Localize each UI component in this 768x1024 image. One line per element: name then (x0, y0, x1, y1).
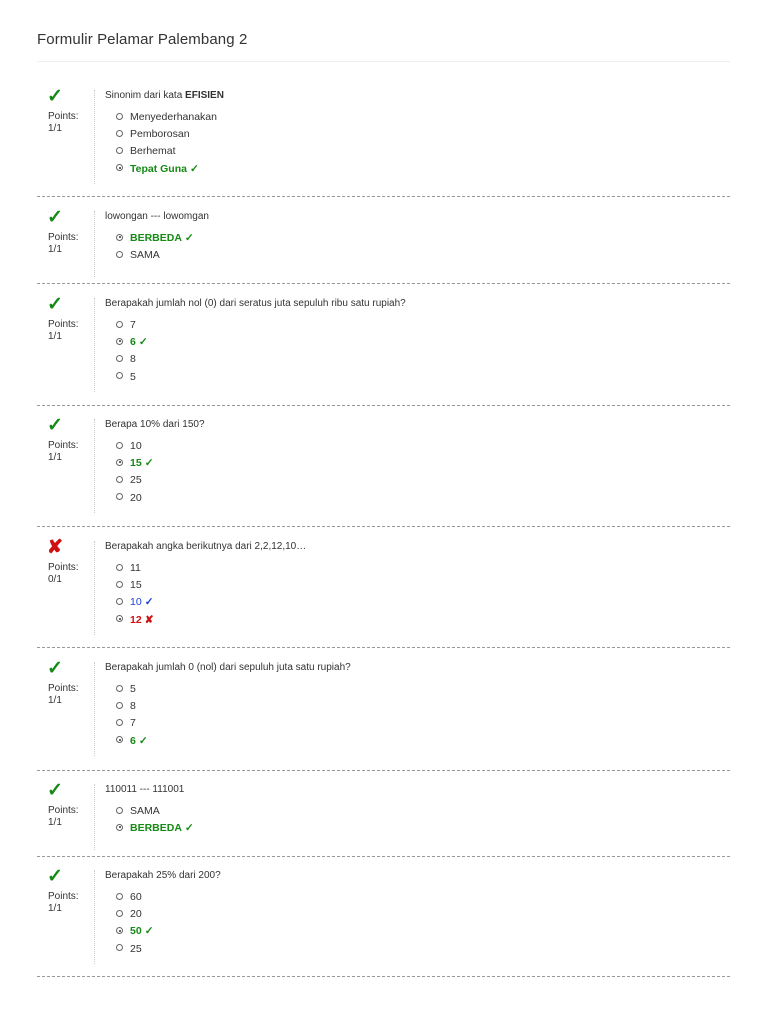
question-text (105, 662, 351, 674)
points-score (48, 111, 79, 135)
points-label: Points: (48, 319, 79, 330)
answer-option[interactable] (116, 318, 148, 335)
points-value: 1/1 (48, 331, 62, 342)
option-label: Tepat Guna (130, 162, 187, 175)
column-divider (94, 784, 95, 850)
radio-empty-icon[interactable] (116, 476, 123, 483)
answer-option[interactable] (116, 231, 194, 248)
radio-empty-icon[interactable] (116, 944, 123, 951)
radio-selected-icon[interactable] (116, 234, 123, 241)
answer-option[interactable] (116, 578, 154, 595)
option-label: Menyederhanakan (130, 111, 217, 123)
radio-empty-icon[interactable] (116, 581, 123, 588)
answer-option[interactable] (116, 491, 154, 508)
option-label: SAMA (130, 249, 160, 262)
check-icon: ✓ (189, 162, 199, 175)
radio-selected-icon[interactable] (116, 927, 123, 934)
check-icon: ✓ (138, 336, 148, 349)
radio-selected-icon[interactable] (116, 338, 123, 345)
question-text-main: Berapakah 25% dari 200? (105, 870, 221, 881)
radio-selected-icon[interactable] (116, 459, 123, 466)
option-label: 60 (130, 891, 142, 903)
points-value: 1/1 (48, 452, 62, 463)
question-text-main: Berapakah jumlah 0 (nol) dari sepuluh juta satu rupiah? (105, 662, 351, 673)
question-text (105, 90, 224, 102)
question-divider (37, 405, 730, 406)
question-divider (37, 770, 730, 771)
points-score (48, 891, 79, 915)
answer-option[interactable] (116, 924, 154, 941)
points-score (48, 319, 79, 343)
answer-option[interactable] (116, 890, 154, 907)
option-label: 11 (130, 562, 141, 574)
question-divider (37, 976, 730, 977)
column-divider (94, 870, 95, 964)
radio-empty-icon[interactable] (116, 910, 123, 917)
option-label: 15 (130, 579, 142, 592)
radio-empty-icon[interactable] (116, 719, 123, 726)
check-icon: ✓ (138, 734, 148, 747)
answer-option[interactable] (116, 248, 194, 265)
answer-option[interactable] (116, 804, 194, 821)
answer-option[interactable] (116, 370, 148, 387)
check-icon: ✓ (47, 780, 63, 801)
option-label: 7 (130, 717, 136, 730)
radio-empty-icon[interactable] (116, 442, 123, 449)
check-icon: ✓ (184, 232, 194, 244)
answer-option[interactable] (116, 716, 148, 733)
option-label: 8 (130, 353, 136, 366)
question-text (105, 870, 221, 882)
answer-options (116, 110, 217, 179)
question-divider (37, 647, 730, 648)
radio-empty-icon[interactable] (116, 355, 123, 362)
answer-option[interactable] (116, 456, 154, 473)
answer-option[interactable] (116, 127, 217, 144)
column-divider (94, 541, 95, 635)
points-label: Points: (48, 111, 79, 122)
column-divider (94, 211, 95, 277)
points-value: 1/1 (48, 695, 62, 706)
option-label: 12 (130, 613, 142, 626)
points-label: Points: (48, 440, 79, 451)
points-label: Points: (48, 562, 79, 573)
radio-empty-icon[interactable] (116, 493, 123, 500)
cross-icon: ✘ (144, 613, 154, 626)
answer-option[interactable] (116, 144, 217, 161)
points-score (48, 562, 79, 586)
answer-option[interactable] (116, 734, 148, 751)
check-icon: ✓ (144, 596, 154, 609)
question-divider (37, 526, 730, 527)
answer-option[interactable] (116, 352, 148, 369)
points-value: 1/1 (48, 244, 62, 255)
answer-options (116, 561, 154, 630)
option-label: 50 (130, 925, 142, 938)
check-icon: ✓ (47, 207, 63, 228)
check-icon: ✓ (47, 415, 63, 436)
radio-empty-icon[interactable] (116, 147, 123, 154)
points-label: Points: (48, 232, 79, 243)
check-icon: ✓ (47, 866, 63, 887)
option-label: Berhemat (130, 145, 176, 158)
question-text-main: 110011 --- 111001 (105, 784, 185, 795)
answer-option[interactable] (116, 907, 154, 924)
answer-option[interactable] (116, 821, 194, 838)
radio-selected-icon[interactable] (116, 824, 123, 831)
answer-options (116, 890, 154, 959)
radio-selected-icon[interactable] (116, 164, 123, 171)
option-label: 6 (130, 336, 136, 349)
question-text-main: Berapakah jumlah nol (0) dari seratus juta sepuluh ribu satu rupiah? (105, 298, 406, 309)
points-score (48, 232, 79, 256)
answer-options (116, 231, 194, 265)
cross-icon: ✘ (47, 537, 63, 558)
check-icon: ✓ (144, 457, 154, 470)
option-label: 20 (130, 491, 142, 504)
radio-empty-icon[interactable] (116, 113, 123, 120)
radio-empty-icon[interactable] (116, 893, 123, 900)
radio-empty-icon[interactable] (116, 372, 123, 379)
question-text-main: Berapa 10% dari 150? (105, 419, 205, 430)
option-label: 10 (130, 596, 142, 609)
answer-option[interactable] (116, 595, 154, 612)
answer-option[interactable] (116, 335, 148, 352)
question-keyword: EFISIEN (185, 90, 224, 101)
option-label: 10 (130, 440, 142, 452)
option-label: 5 (130, 370, 136, 383)
title-divider (37, 61, 730, 62)
answer-option[interactable] (116, 613, 154, 630)
answer-option[interactable] (116, 439, 154, 456)
answer-option[interactable] (116, 682, 148, 699)
option-label: 6 (130, 734, 136, 747)
option-label: 5 (130, 683, 136, 695)
answer-option[interactable] (116, 162, 217, 179)
points-score (48, 805, 79, 829)
answer-option[interactable] (116, 942, 154, 959)
check-icon: ✓ (144, 925, 154, 938)
column-divider (94, 662, 95, 756)
question-text-main: Berapakah angka berikutnya dari 2,2,12,10… (105, 541, 307, 552)
points-value: 1/1 (48, 903, 62, 914)
option-label: 8 (130, 700, 136, 713)
answer-options (116, 804, 194, 838)
option-label: BERBEDA (130, 822, 182, 835)
option-label: 7 (130, 319, 136, 331)
radio-empty-icon[interactable] (116, 564, 123, 571)
points-label: Points: (48, 891, 79, 902)
question-text-main: lowongan --- lowomgan (105, 211, 209, 222)
check-icon: ✓ (47, 294, 63, 315)
page-title: Formulir Pelamar Palembang 2 (37, 31, 248, 48)
question-text (105, 784, 184, 796)
option-label: 25 (130, 942, 142, 955)
radio-empty-icon[interactable] (116, 685, 123, 692)
radio-selected-icon[interactable] (116, 736, 123, 743)
question-text (105, 541, 306, 553)
check-icon: ✓ (47, 86, 63, 107)
points-score (48, 683, 79, 707)
radio-empty-icon[interactable] (116, 807, 123, 814)
question-divider (37, 856, 730, 857)
option-label: 25 (130, 474, 142, 487)
question-text-main: Sinonim dari kata (105, 90, 186, 101)
check-icon: ✓ (184, 822, 194, 835)
radio-empty-icon[interactable] (116, 130, 123, 137)
answer-option[interactable] (116, 699, 148, 716)
answer-options (116, 682, 148, 751)
points-value: 0/1 (48, 574, 62, 585)
question-text (105, 211, 209, 223)
question-divider (37, 283, 730, 284)
points-value: 1/1 (48, 817, 62, 828)
answer-options (116, 439, 154, 508)
question-text (105, 419, 205, 431)
option-label: SAMA (130, 805, 160, 817)
answer-option[interactable] (116, 561, 154, 578)
column-divider (94, 90, 95, 184)
option-label: 20 (130, 908, 142, 921)
radio-empty-icon[interactable] (116, 321, 123, 328)
points-label: Points: (48, 683, 79, 694)
radio-empty-icon[interactable] (116, 702, 123, 709)
radio-empty-icon[interactable] (116, 598, 123, 605)
answer-option[interactable] (116, 110, 217, 127)
points-label: Points: (48, 805, 79, 816)
column-divider (94, 419, 95, 513)
radio-selected-icon[interactable] (116, 615, 123, 622)
column-divider (94, 298, 95, 392)
check-icon: ✓ (47, 658, 63, 679)
option-label: BERBEDA (130, 232, 182, 244)
answer-options (116, 318, 148, 387)
option-label: 15 (130, 457, 142, 470)
points-score (48, 440, 79, 464)
option-label: Pemborosan (130, 128, 190, 141)
question-text (105, 298, 406, 310)
points-value: 1/1 (48, 123, 62, 134)
answer-option[interactable] (116, 473, 154, 490)
radio-empty-icon[interactable] (116, 251, 123, 258)
question-divider (37, 196, 730, 197)
